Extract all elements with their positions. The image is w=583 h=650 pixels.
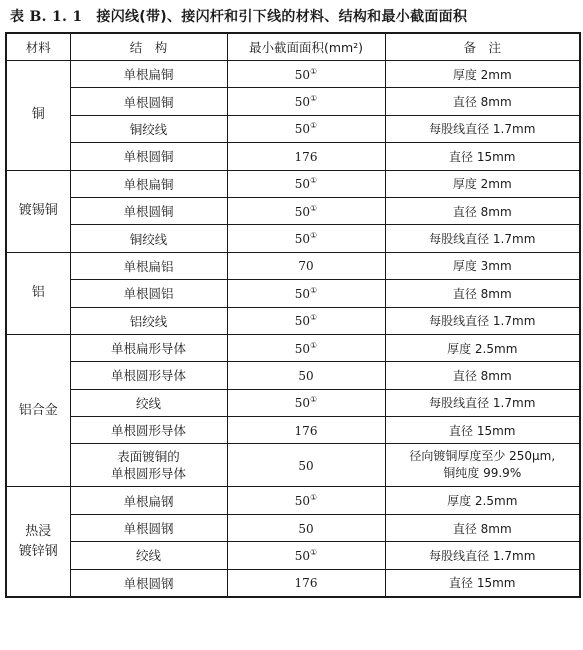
structure-cell <box>70 444 227 487</box>
area-cell <box>227 307 385 334</box>
structure-text: 绞线 <box>135 395 161 411</box>
material-label: 铝 <box>31 285 45 301</box>
area-value: 50 <box>294 95 311 110</box>
footnote-marker: ① <box>310 493 318 502</box>
structure-cell <box>70 115 227 142</box>
note-text: 径向镀铜厚度至少 250μm, 铜纯度 99.9% <box>409 449 556 481</box>
table-body <box>6 61 580 598</box>
table-row <box>6 542 580 569</box>
note-cell <box>385 252 580 279</box>
structure-text: 单根圆铜 <box>123 149 174 165</box>
area-cell <box>227 280 385 307</box>
header-note: 备 注 <box>385 33 580 61</box>
structure-text: 单根扁铜 <box>123 176 174 192</box>
footnote-marker: ① <box>310 230 318 240</box>
area-cell <box>227 225 385 252</box>
note-text: 厚度 3mm <box>452 259 512 274</box>
table-row <box>6 569 580 597</box>
table-row <box>6 444 580 487</box>
footnote-marker: ① <box>310 285 318 295</box>
table-row <box>6 487 580 514</box>
note-cell <box>385 61 580 88</box>
table-row <box>6 170 580 197</box>
table-title: 接闪线(带)、接闪杆和引下线的材料、结构和最小截面面积 <box>96 9 468 25</box>
note-cell <box>385 542 580 569</box>
note-text: 每股线直径 1.7mm <box>429 314 536 329</box>
area-value: 50 <box>294 286 311 301</box>
area-cell <box>227 252 385 279</box>
structure-cell <box>70 170 227 197</box>
area-value: 50 <box>294 494 311 509</box>
area-value: 50 <box>294 314 311 329</box>
header-material: 材料 <box>6 33 70 61</box>
structure-cell <box>70 389 227 416</box>
area-value: 50 <box>294 67 311 82</box>
table-row <box>6 115 580 142</box>
header-row <box>6 33 580 61</box>
structure-text: 单根扁铜 <box>123 67 174 83</box>
note-cell <box>385 444 580 487</box>
structure-cell <box>70 197 227 224</box>
structure-cell <box>70 88 227 115</box>
note-cell <box>385 197 580 224</box>
table-row <box>6 514 580 541</box>
note-cell <box>385 143 580 170</box>
table-caption <box>10 6 580 26</box>
table-row <box>6 252 580 279</box>
area-cell <box>227 88 385 115</box>
note-text: 直径 8mm <box>452 204 512 219</box>
table-row <box>6 389 580 416</box>
note-cell <box>385 307 580 334</box>
table-row <box>6 88 580 115</box>
footnote-marker: ① <box>310 313 318 323</box>
note-text: 每股线直径 1.7mm <box>429 396 536 411</box>
structure-cell <box>70 143 227 170</box>
structure-text: 表面镀铜的 单根圆形导体 <box>110 449 186 482</box>
structure-text: 单根圆钢 <box>123 521 174 537</box>
note-cell <box>385 417 580 444</box>
structure-cell <box>70 225 227 252</box>
note-cell <box>385 115 580 142</box>
material-cell <box>6 252 70 334</box>
material-cell <box>6 334 70 487</box>
note-text: 直径 15mm <box>449 576 516 591</box>
footnote-marker: ① <box>310 203 318 213</box>
note-text: 直径 8mm <box>452 95 512 110</box>
material-label: 热浸 镀锌钢 <box>18 523 58 559</box>
structure-cell <box>70 280 227 307</box>
area-cell <box>227 542 385 569</box>
footnote-marker: ① <box>310 121 318 131</box>
structure-cell <box>70 514 227 541</box>
header-area: 最小截面面积(mm²) <box>227 33 385 61</box>
material-cell <box>6 487 70 597</box>
footnote-marker: ① <box>310 176 318 186</box>
note-cell <box>385 362 580 389</box>
area-value: 50 <box>294 341 311 356</box>
structure-cell <box>70 252 227 279</box>
structure-text: 单根圆铜 <box>123 94 174 110</box>
material-label: 镀锡铜 <box>18 203 58 219</box>
area-value: 176 <box>294 576 318 591</box>
note-text: 厚度 2mm <box>452 67 512 82</box>
area-cell <box>227 444 385 487</box>
area-cell <box>227 569 385 597</box>
table-row <box>6 362 580 389</box>
structure-cell <box>70 307 227 334</box>
header-structure: 结 构 <box>70 33 227 61</box>
footnote-marker: ① <box>310 93 318 103</box>
structure-text: 单根扁钢 <box>123 493 174 509</box>
area-cell <box>227 389 385 416</box>
structure-cell <box>70 334 227 361</box>
area-cell <box>227 362 385 389</box>
structure-text: 单根圆铜 <box>123 204 174 220</box>
area-value: 70 <box>298 259 314 274</box>
table-row <box>6 417 580 444</box>
note-cell <box>385 170 580 197</box>
note-text: 每股线直径 1.7mm <box>429 232 536 247</box>
structure-text: 铜绞线 <box>129 121 168 137</box>
table-row <box>6 280 580 307</box>
area-cell <box>227 170 385 197</box>
note-text: 厚度 2mm <box>452 177 512 192</box>
note-text: 每股线直径 1.7mm <box>429 122 536 137</box>
materials-table <box>5 32 581 598</box>
table-row <box>6 61 580 88</box>
note-text: 厚度 2.5mm <box>447 494 518 509</box>
area-value: 50 <box>294 122 311 137</box>
note-text: 直径 8mm <box>452 368 512 383</box>
structure-cell <box>70 417 227 444</box>
note-cell <box>385 514 580 541</box>
note-cell <box>385 487 580 514</box>
note-cell <box>385 569 580 597</box>
note-cell <box>385 88 580 115</box>
structure-text: 单根圆形导体 <box>110 368 186 384</box>
structure-text: 铝绞线 <box>129 313 168 329</box>
note-cell <box>385 280 580 307</box>
structure-text: 铜绞线 <box>129 231 168 247</box>
note-cell <box>385 334 580 361</box>
area-value: 50 <box>294 396 311 411</box>
note-text: 直径 15mm <box>449 423 516 438</box>
structure-cell <box>70 542 227 569</box>
structure-cell <box>70 569 227 597</box>
structure-text: 单根扁铝 <box>123 258 174 274</box>
area-cell <box>227 61 385 88</box>
area-value: 50 <box>298 458 314 473</box>
structure-cell <box>70 61 227 88</box>
area-value: 50 <box>298 521 314 536</box>
table-row <box>6 197 580 224</box>
structure-cell <box>70 362 227 389</box>
structure-text: 绞线 <box>135 548 161 564</box>
table-row <box>6 334 580 361</box>
area-value: 176 <box>294 149 318 164</box>
structure-cell <box>70 487 227 514</box>
material-label: 铜 <box>31 107 45 123</box>
area-value: 50 <box>294 177 311 192</box>
note-text: 每股线直径 1.7mm <box>429 548 536 563</box>
note-text: 直径 8mm <box>452 286 512 301</box>
structure-text: 单根圆钢 <box>123 575 174 591</box>
area-cell <box>227 197 385 224</box>
area-value: 50 <box>294 232 311 247</box>
note-text: 直径 15mm <box>449 149 516 164</box>
area-cell <box>227 115 385 142</box>
material-cell <box>6 170 70 252</box>
area-cell <box>227 514 385 541</box>
note-cell <box>385 225 580 252</box>
table-row <box>6 143 580 170</box>
area-cell <box>227 487 385 514</box>
table-row <box>6 307 580 334</box>
material-label: 铝合金 <box>18 402 58 418</box>
footnote-marker: ① <box>310 66 318 76</box>
area-value: 50 <box>294 548 311 563</box>
table-number: 表 B. 1. 1 <box>10 9 83 25</box>
note-cell <box>385 389 580 416</box>
area-value: 50 <box>298 368 314 383</box>
footnote-marker: ① <box>310 547 318 557</box>
footnote-marker: ① <box>310 340 318 350</box>
structure-text: 单根圆形导体 <box>110 423 186 439</box>
note-text: 厚度 2.5mm <box>447 341 518 356</box>
material-cell <box>6 61 70 171</box>
table-row <box>6 225 580 252</box>
note-text: 直径 8mm <box>452 521 512 536</box>
area-value: 176 <box>294 423 318 438</box>
area-cell <box>227 417 385 444</box>
structure-text: 单根扁形导体 <box>110 341 186 357</box>
footnote-marker: ① <box>310 395 318 405</box>
structure-text: 单根圆铝 <box>123 286 174 302</box>
area-value: 50 <box>294 204 311 219</box>
area-cell <box>227 334 385 361</box>
area-cell <box>227 143 385 170</box>
